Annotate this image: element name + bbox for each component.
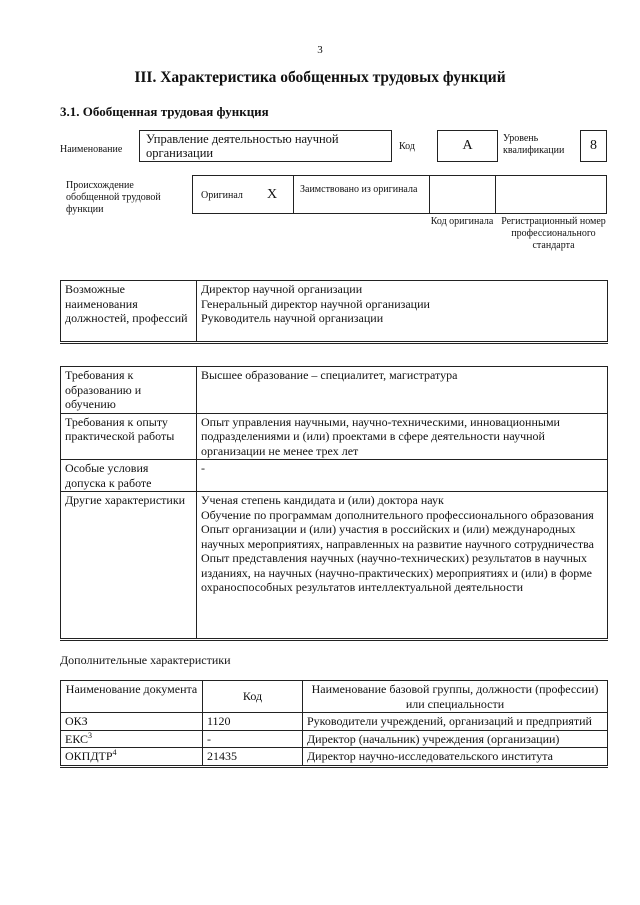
level-value: 8	[590, 138, 597, 153]
borrowed-label: Заимствовано из оригинала	[300, 184, 418, 195]
position-item: Генеральный директор научной организации	[201, 296, 430, 311]
other-characteristic: Опыт представления научных (научно-технических) результатов в научных изданиях, на научных (научно-практических) мероприятиях и (или) в форме охраноспособных результатов интеллектуальной деятельности	[201, 551, 592, 594]
req-value-experience: Опыт управления научными, научно-техническими, инновационными подразделениями и (или) проектами в сфере деятельности научной организации не менее трех лет	[197, 413, 608, 460]
additional-table	[60, 680, 608, 768]
positions-table	[60, 280, 608, 344]
section-title: III. Характеристика обобщенных трудовых функций	[134, 69, 506, 86]
additional-title: Дополнительные характеристики	[60, 653, 231, 667]
origin-divider-3	[495, 176, 496, 213]
origin-divider-2	[429, 176, 430, 213]
col-header-document: Наименование документа	[61, 681, 203, 713]
subsection-title: 3.1. Обобщенная трудовая функция	[60, 104, 269, 119]
row-okpdtr-name: Директор научно-исследовательского института	[303, 748, 608, 767]
row-okz-name: Руководители учреждений, организаций и предприятий	[303, 713, 608, 731]
doc-name: ОКПДТР	[65, 749, 113, 763]
origin-divider-1	[293, 176, 294, 213]
code-label: Код	[399, 141, 415, 152]
footnote-mark: 4	[112, 748, 117, 757]
footnote-mark: 3	[88, 730, 93, 740]
function-name-value: Управление деятельностью научной организации	[146, 132, 339, 160]
row-eks-name: Директор (начальник) учреждения (организации)	[303, 730, 608, 748]
doc-name: ОКЗ	[65, 714, 88, 728]
code-value-box	[437, 130, 498, 162]
requirements-table	[60, 366, 608, 641]
req-label-other: Другие характеристики	[61, 492, 197, 640]
row-okz-code: 1120	[203, 713, 303, 731]
col-header-code: Код	[203, 681, 303, 713]
origin-label: Происхождение обобщенной трудовой функции	[66, 180, 161, 215]
col-header-name: Наименование базовой группы, должности (профессии) или специальности	[303, 681, 608, 713]
row-eks-code: -	[203, 730, 303, 748]
row-okz-doc	[61, 713, 203, 731]
function-name-box	[139, 130, 392, 162]
page-number: 3	[317, 44, 323, 56]
other-characteristic: Ученая степень кандидата и (или) доктора наук	[201, 493, 444, 507]
origin-table	[192, 175, 607, 214]
position-item: Директор научной организации	[201, 282, 363, 296]
req-value-other	[197, 492, 608, 640]
level-label: Уровень квалификации	[503, 133, 565, 156]
positions-list	[197, 281, 608, 343]
row-okpdtr-code: 21435	[203, 748, 303, 767]
code-value: A	[462, 138, 473, 153]
position-item: Руководитель научной организации	[201, 311, 384, 325]
code-original-caption: Код оригинала	[430, 216, 494, 227]
positions-label: Возможные наименования должностей, профессий	[61, 281, 197, 343]
doc-name: ЕКС	[65, 731, 89, 746]
req-value-education: Высшее образование – специалитет, магистратура	[197, 367, 608, 414]
row-okpdtr-doc	[61, 748, 203, 767]
other-characteristic: Опыт организации и (или) участия в российских и (или) международных научных мероприятиях, направленных на развитие научного сотрудничества	[201, 522, 594, 551]
other-characteristic: Обучение по программам дополнительного профессионального образования	[201, 507, 594, 522]
level-value-box	[580, 130, 607, 162]
registration-number-caption: Регистрационный номер профессионального стандарта	[501, 216, 606, 251]
original-label: Оригинал	[201, 190, 243, 201]
req-label-education: Требования к образованию и обучению	[61, 367, 197, 414]
req-label-special-conditions: Особые условия допуска к работе	[61, 460, 197, 492]
name-label: Наименование	[60, 144, 123, 155]
row-eks-doc	[61, 730, 203, 748]
original-mark: X	[267, 187, 278, 202]
req-value-special-conditions: -	[197, 460, 608, 492]
req-label-experience: Требования к опыту практической работы	[61, 413, 197, 460]
